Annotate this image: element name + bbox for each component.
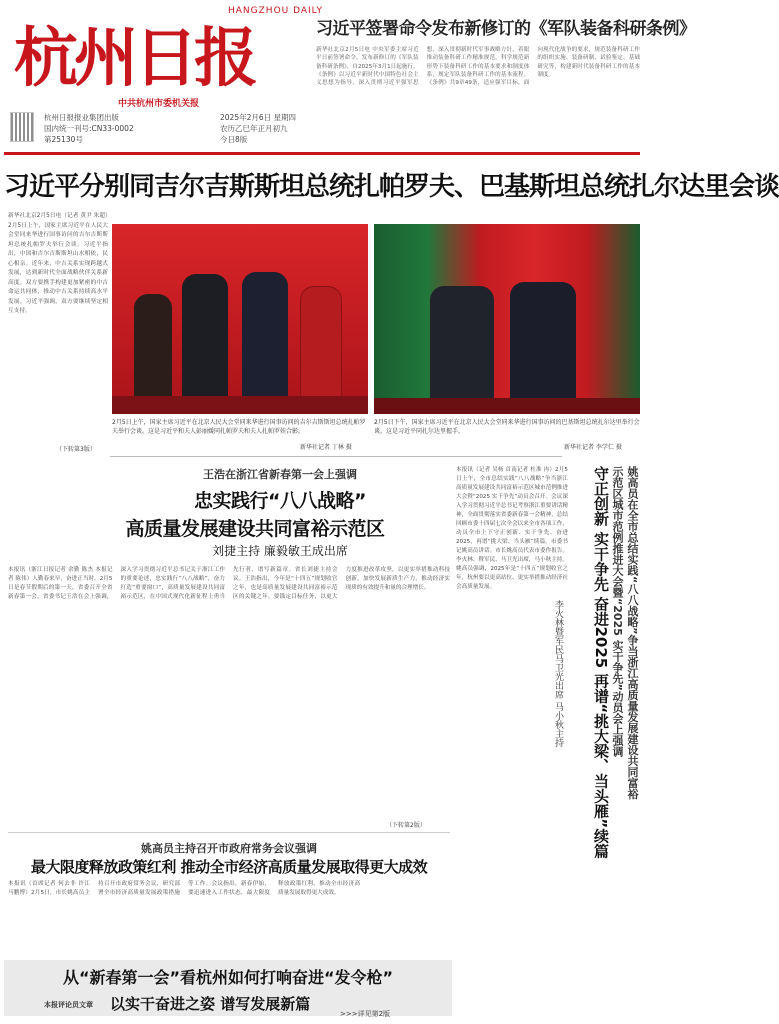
- figure-person: [510, 282, 576, 414]
- right-story-vheadline-main: 守正创新 实干争先 奋进2025 再谱“挑大梁、当头雁”续篇: [592, 466, 610, 859]
- photo1-credit: 新华社记者 丁林 摄: [300, 444, 352, 451]
- fourth-story-headline: 最大限度释放政策红利 推动全市经济高质量发展取得更大成效: [30, 858, 428, 876]
- right-story-vheadline-1: 姚高员在全市总结实践“八八战略”争当浙江高质量发展建设共同富裕: [626, 466, 639, 800]
- main-story-lead: [8, 212, 108, 444]
- right-story-body-text: 本报讯（记者 吴杨 首南记者 杜准 冉）2月5日上午，全市总结实践“八八战略”争当浙江高质量发展建设共同富裕示范区城市范例推进大会暨“2025 实干争先”动员会召开。会议深入学习贯彻习近平总书记考察浙江重要讲话精神，全面贯彻落实省委新春第一会精神，总结回顾市委十四届七次全会以来全市各项工作，动员全市上下守正创新、实干争先、奋进2025，再谱“挑大梁、当头雁”续篇。市委书记姚高员讲话。市长姚高员代表市委作报告。李火林、暨军民、马卫光出席，马小秋主持。姚高员强调，2025年是“十四五”规划收官之年，杭州要以更高站位、更实举措推动经济社会高质量发展。: [456, 467, 568, 590]
- carpet: [374, 398, 640, 414]
- second-story-byline: 刘捷主持 廉毅敏王成出席: [212, 544, 348, 558]
- fourth-story-kicker: 姚高员主持召开市政府常务会议强调: [141, 842, 317, 855]
- top-story-headline: 习近平签署命令发布新修订的《军队装备科研条例》: [316, 19, 696, 39]
- masthead-divider: [4, 152, 640, 155]
- photo-zardari-meeting: [374, 224, 640, 414]
- right-story-vheadline-2: 示范区城市范例推进大会暨“2025 实干争先”动员会上强调: [611, 466, 624, 757]
- bottom-banner-headline: 从“新春第一会”看杭州如何打响奋进“发令枪”: [62, 968, 394, 987]
- photo2-credit: 新华社记者 李学仁 摄: [564, 444, 622, 451]
- fourth-story-body-text: 本报讯（首席记者 何去非 许江 马鹏博）2月5日，市长姚高员主持召开市政府常务会议，研究部署全市经济高质量发展政策措施等工作。会议指出，新春伊始，要迅速进入工作状态，最大限度释放政策红利，推动全市经济高质量发展取得更大成效。: [8, 881, 360, 896]
- commentary-headline: 以实干奋进之姿 谱写发展新篇: [110, 995, 311, 1013]
- carpet: [112, 396, 368, 414]
- photo1-caption: 2月5日上午，国家主席习近平在北京人民大会堂同来华进行国事访问的吉尔吉斯斯坦总统扎帕罗夫举行会谈。这是习近平和夫人彭丽媛同扎帕罗夫和夫人扎帕罗娃合影。: [112, 419, 366, 435]
- second-story-headline-1: 忠实践行“八八战略”: [194, 490, 366, 512]
- main-story-headline: 习近平分别同吉尔吉斯斯坦总统扎帕罗夫、巴基斯坦总统扎尔达里会谈: [4, 172, 779, 202]
- commentary-label: 本报评论员文章: [44, 1001, 93, 1009]
- qr-code-icon: [10, 112, 34, 142]
- figure-person: [182, 274, 228, 414]
- second-story-continued: （下转第2版）: [386, 822, 426, 829]
- second-story-body: [8, 566, 450, 828]
- second-story-kicker: 王浩在浙江省新春第一会上强调: [203, 468, 357, 481]
- section-divider: [8, 832, 450, 833]
- photo-zhaparov-meeting: [112, 224, 368, 414]
- fourth-story-body: [8, 880, 450, 956]
- top-story-body: 新华社北京2月5日电 中央军委主席习近平日前签署命令，发布新修订的《军队装备科研条例》，自2025年3月1日起施行。《条例》以习近平新时代中国特色社会主义思想为指导，深入贯彻习近平强军思想，深入贯彻新时代军事战略方针，着眼推动装备科研工作精准规范，科学规范新形势下装备科研工作的基本要求和制度体系，规定军队装备科研工作的基本流程。《条例》共9章49条，适应强军目标，面向现代化战争的要求，规范装备科研工作的组织实施、装备研制、试验鉴定、基础研究等，构建新时代装备科研工作的基本制度。: [316, 47, 640, 87]
- right-story-vertical-headlines: [572, 466, 640, 936]
- meta-issue: 第25130号: [44, 135, 83, 144]
- masthead-logo-text: 杭州日报: [14, 21, 254, 96]
- figure-person: [300, 286, 342, 414]
- masthead-meta: [10, 112, 322, 146]
- masthead-logo: [12, 8, 254, 96]
- see-page-2-link[interactable]: >>>详见第2版: [340, 1010, 391, 1018]
- second-story-headline-2: 高质量发展建设共同富裕示范区: [125, 518, 385, 540]
- photo2-caption: 2月5日下午，国家主席习近平在北京人民大会堂同来华进行国事访问的巴基斯坦总统扎尔达里举行会谈。这是习近平同扎尔达里握手。: [374, 419, 640, 435]
- main-story-continued: （下转第3版）: [56, 446, 96, 453]
- meta-issn: 国内统一刊号:CN33-0002: [44, 124, 134, 133]
- meta-pages: 今日8版: [220, 135, 248, 144]
- main-story-lead-text: 新华社北京2月5日电（记者 黄尹 朱超）2月5日上午，国家主席习近平在人民大会堂同来华进行国事访问的吉尔吉斯斯坦总统扎帕罗夫举行会谈。习近平指出，中国和吉尔吉斯斯坦山水相依，民心相亲。近年来，中吉关系实现跨越式发展，达到新时代全面战略伙伴关系新高度。双方要携手构建更加紧密的中吉命运共同体，推动中吉关系持续高水平发展。习近平强调，双方要继续坚定相互支持。: [8, 213, 108, 314]
- figure-person: [242, 272, 288, 414]
- section-divider: [110, 456, 562, 457]
- meta-lunar-date: 农历乙巳年正月初九: [220, 124, 288, 133]
- meta-publisher: 杭州日报报业集团出版: [44, 113, 119, 122]
- figure-person: [430, 286, 494, 414]
- masthead-org: 中共杭州市委机关报: [118, 99, 200, 109]
- masthead-pinyin: HANGZHOU DAILY: [228, 6, 323, 16]
- second-story-body-text: 本报讯（浙江日报记者 余勤 陈杰 本报记者 陈伟）人勤春来早，奋进正当时。2月5日是春节假期后的第一天，省委召开全省新春第一会。省委书记王浩在会上强调，深入学习贯彻习近平总书记关于浙江工作的重要论述，忠实践行“八八战略”，奋力打造“重要窗口”，高质量发展建设共同富裕示范区，在中国式现代化新征程上勇当先行者、谱写新篇章。省长刘捷主持会议。王浩指出，今年是“十四五”规划收官之年，也是高质量发展建设共同富裕示范区的关键之年。要锚定目标任务，以更大力度推进改革攻坚，以更实举措推动科技创新，加快发展新质生产力，推动经济实现质的有效提升和量的合理增长。: [8, 567, 450, 600]
- meta-date: 2025年2月6日 星期四: [220, 113, 297, 122]
- right-story-vertical-sub: 李火林暨军民马卫光出席 马小秋主持: [553, 600, 563, 747]
